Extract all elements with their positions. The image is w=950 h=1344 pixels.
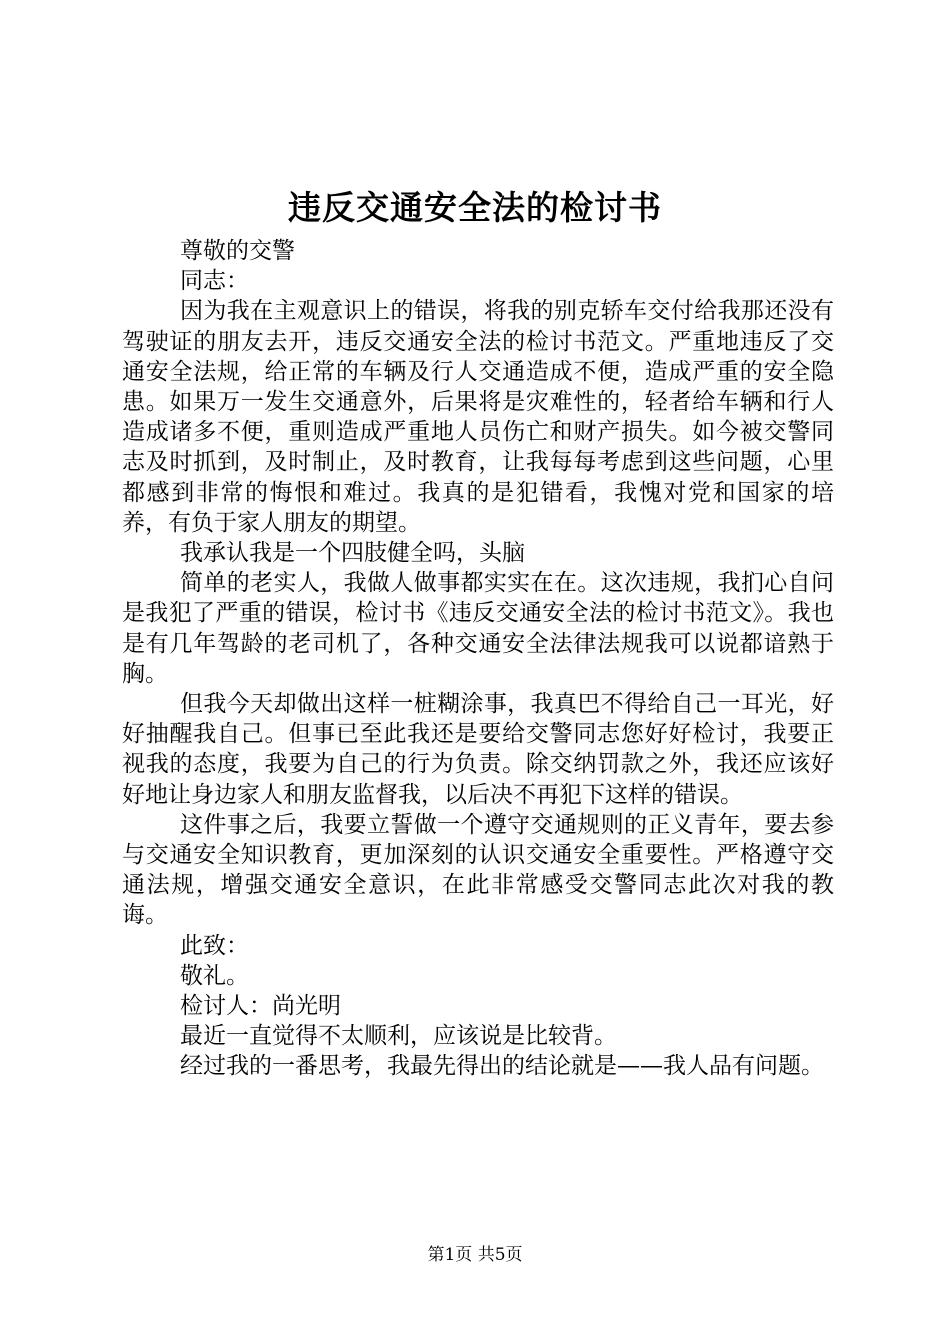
salutation-line-1: 尊敬的交警	[180, 238, 295, 264]
body-paragraph: 这件事之后，我要立誓做一个遵守交通规则的正义青年，要去参与交通安全知识教育，更加深刻的认识交通安全重要性。严格遵守交通法规，增强交通安全意识，在此非常感受交警同志此次对我的教诲。	[122, 811, 834, 929]
body-paragraph: 但我今天却做出这样一桩糊涂事，我真巴不得给自己一耳光，好好抽醒我自己。但事已至此我还是要给交警同志您好好检讨，我要正视我的态度，我要为自己的行为负责。除交纳罚款之外，我还应该好好地让身边家人和朋友监督我，以后决不再犯下这样的错误。	[122, 691, 834, 808]
document-body	[122, 236, 834, 1082]
signature-line: 检讨人：尚光明	[180, 993, 341, 1020]
body-paragraph: 经过我的一番思考，我最先得出的结论就是——我人品有问题。	[180, 1053, 824, 1080]
body-paragraph: 最近一直觉得不太顺利，应该说是比较背。	[180, 1023, 617, 1050]
closing-line: 此致：	[180, 932, 249, 959]
body-paragraph: 我承认我是一个四肢健全吗，头脑	[180, 540, 525, 567]
salutation-line-2: 同志：	[180, 268, 249, 295]
closing-regards: 敬礼。	[180, 962, 249, 989]
document-title: 违反交通安全法的检讨书	[288, 188, 662, 227]
body-paragraph: 因为我在主观意识上的错误，将我的别克轿车交付给我那还没有驾驶证的朋友去开，违反交通安全法的检讨书范文。严重地违反了交通安全法规，给正常的车辆及行人交通造成不便，造成严重的安全隐患。如果万一发生交通意外，后果将是灾难性的，轻者给车辆和行人造成诸多不便，重则造成严重地人员伤亡和财产损失。如今被交警同志及时抓到，及时制止，及时教育，让我每每考虑到这些问题，心里都感到非常的悔恨和难过。我真的是犯错看，我愧对党和国家的培养，有负于家人朋友的期望。	[122, 298, 834, 536]
page-footer: 第1页 共5页	[427, 1245, 523, 1265]
body-paragraph: 简单的老实人，我做人做事都实实在在。这次违规，我扪心自问是我犯了严重的错误，检讨书《违反交通安全法的检讨书范文》。我也是有几年驾龄的老司机了，各种交通安全法律法规我可以说都谙熟于胸。	[122, 570, 834, 687]
